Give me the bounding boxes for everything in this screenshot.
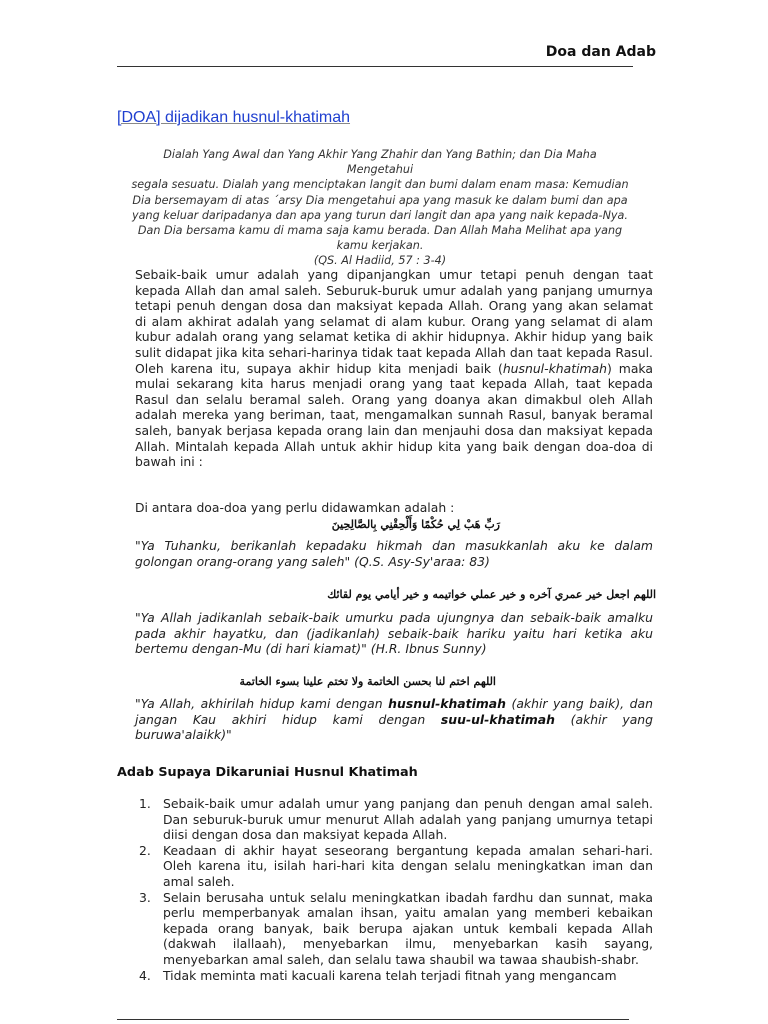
quote-line: Dialah Yang Awal dan Yang Akhir Yang Zhahir dan Yang Bathin; dan Dia Maha Mengetahui — [163, 148, 597, 177]
doa1-translation: "Ya Tuhanku, berikanlah kepadaku hikmah dan masukkanlah aku ke dalam golongan orang-orang yang saleh" (Q.S. Asy-Sy'araa: 83) — [135, 538, 653, 569]
doa3-arabic: اللهم اختم لنا بحسن الخاتمة ولا تختم علينا بسوء الخاتمة — [239, 675, 496, 688]
list-item — [135, 968, 653, 984]
list-item-number: 1. — [139, 796, 151, 811]
list-item-number: 4. — [139, 967, 151, 983]
quote-line: kamu kerjakan. — [336, 239, 424, 253]
doa2-translation: "Ya Allah jadikanlah sebaik-baik umurku pada ujungnya dan sebaik-baik amalku pada akhir hayatku, dan (jadikanlah) sebaik-baik hariku yaitu hari ketika aku bertemu dengan-Mu (di hari kiamat)" (H.R. Ibnus Sunny) — [135, 610, 653, 657]
section-title-link[interactable]: [DOA] dijadikan husnul-khatimah — [117, 109, 351, 126]
adab-list — [135, 796, 653, 983]
body-paragraph — [135, 267, 653, 470]
translation-text: (akhir yang baik), dan jangan Kau akhiri hidup kami dengan — [135, 696, 653, 727]
quote-line: Dan Dia bersama kamu di mama saja kamu berada. Dan Allah Maha Melihat apa yang — [137, 224, 623, 238]
translation-bold-term: husnul-khatimah — [388, 696, 506, 711]
quote-line: yang keluar daripadanya dan apa yang turun dari langit dan apa yang naik kepada-Nya. — [132, 208, 628, 222]
list-item — [135, 890, 653, 968]
list-item — [135, 843, 653, 890]
quote-line: segala sesuatu. Dialah yang menciptakan langit dan bumi dalam enam masa: Kemudian — [131, 178, 629, 192]
footer-divider — [117, 1019, 629, 1020]
list-item-text: Sebaik-baik umur adalah umur yang panjang dan penuh dengan amal saleh. Dan seburuk-buruk umur menurut Allah adalah yang panjang umurnya tetapi diisi dengan dosa dan maksiyat kepada Allah. — [163, 796, 653, 843]
list-item-number: 2. — [139, 842, 151, 858]
quote-line: Dia bersemayam di atas ´arsy Dia mengetahui apa yang masuk ke dalam bumi dan apa — [132, 193, 628, 207]
doa-intro: Di antara doa-doa yang perlu didawamkan adalah : — [135, 500, 455, 515]
translation-text: "Ya Allah, akhirilah hidup kami dengan — [135, 696, 389, 711]
paragraph-italic-term: husnul-khatimah — [502, 360, 608, 376]
list-item-text: Tidak meminta mati kacuali karena telah terjadi fitnah yang mengancam — [163, 967, 617, 983]
translation-bold-term: suu-ul-khatimah — [440, 711, 555, 727]
adab-heading: Adab Supaya Dikaruniai Husnul Khatimah — [117, 765, 418, 780]
doa1-arabic: رَبِّ هَبْ لِي حُكْمًا وَأَلْحِقْنِي بِالصَّالِحِينَ — [331, 518, 500, 531]
doa3-translation — [135, 696, 653, 743]
list-item-text: Keadaan di akhir hayat seseorang bergantung kepada amalan sehari-hari. Oleh karena itu, isilah hari-hari kita dengan selalu meningkatkan iman dan amal saleh. — [163, 842, 653, 889]
header-divider — [117, 66, 633, 67]
list-item-text: Selain berusaha untuk selalu meningkatkan ibadah fardhu dan sunnat, maka perlu memperbanyak amalan ihsan, yaitu amalan yang memberi kebaikan kepada orang banyak, baik berupa ajakan untuk kembali kepada Allah (dakwah ilallaah), menyebarkan ilmu, menyebarkan kasih sayang, menyebarkan amal saleh, dan selalu tawa shaubil wa tawaa shaubish-shabr. — [163, 889, 653, 967]
list-item-number: 3. — [139, 889, 151, 905]
paragraph-text: Sebaik-baik umur adalah yang dipanjangkan umur tetapi penuh dengan taat kepada Allah dan amal saleh. Seburuk-buruk umur adalah yang panjang umurnya tetapi penuh dengan dosa dan maksiyat kepada Allah. Orang yang akan selamat di alam akhirat adalah yang selamat di alam kubur. Orang yang selamat di alam kubur adalah orang yang selamat ketika di akhir hidupnya. Akhir hidup yang baik sulit didapat jika kita sehari-harinya tidak taat kepada Allah dan taat kepada Rasul. Oleh karena itu, supaya akhir hidup kita menjadi baik ( — [135, 267, 653, 376]
list-item — [135, 796, 653, 843]
page-header-title: Doa dan Adab — [545, 44, 656, 60]
doa2-arabic: اللهم اجعل خير عمري آخره و خير عملي خواتيمه و خير أيامي يوم لقائك — [327, 588, 656, 601]
translation-text: (akhir yang buruwa'alaikk)" — [135, 711, 654, 743]
quran-quote — [130, 147, 630, 269]
quote-reference: (QS. Al Hadiid, 57 : 3-4) — [313, 254, 447, 268]
paragraph-text: ) maka mulai sekarang kita harus menjadi orang yang taat kepada Allah, taat kepada Rasul dan selalu beramal saleh. Orang yang doanya akan dimakbul oleh Allah adalah mereka yang beriman, taat, mengamalkan sunnah Rasul, banyak beramal saleh, banyak berjasa kepada orang lain dan menjauhi dosa dan maksiyat kepada Allah. Mintalah kepada Allah untuk akhir hidup kita yang baik dengan doa-doa di bawah ini : — [135, 360, 653, 470]
